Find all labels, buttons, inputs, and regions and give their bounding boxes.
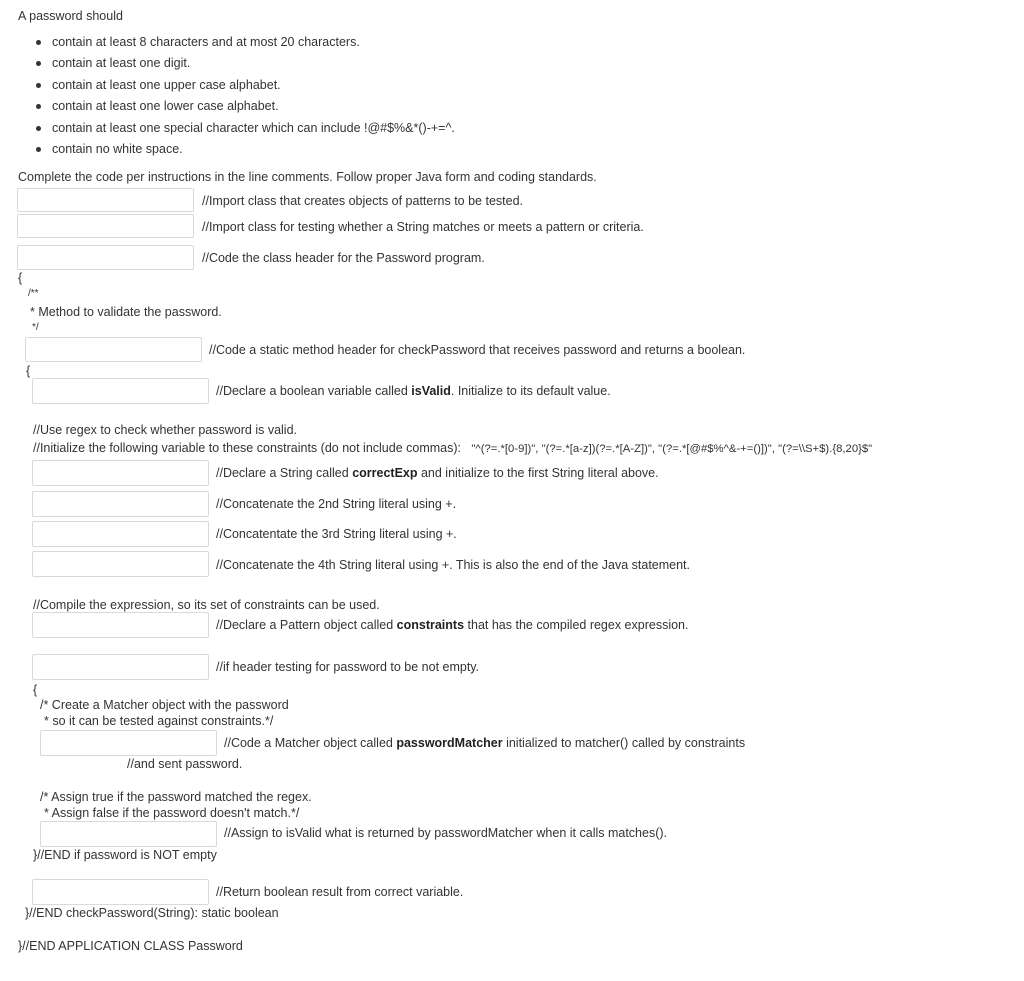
password-matcher-input[interactable] bbox=[40, 730, 217, 756]
class-open-brace: { bbox=[18, 271, 23, 285]
intro-text: A password should bbox=[18, 9, 123, 23]
end-method-comment: }//END checkPassword(String): static boolean bbox=[25, 906, 279, 920]
compile-comment: //Compile the expression, so its set of constraints can be used. bbox=[33, 598, 380, 612]
class-header-comment: //Code the class header for the Password program. bbox=[202, 251, 485, 265]
concat-4th-comment: //Concatenate the 4th String literal using +. This is also the end of the Java statement. bbox=[216, 558, 691, 572]
if-open-brace: { bbox=[33, 683, 38, 697]
if-header-input[interactable] bbox=[32, 654, 209, 680]
list-item: contain at least one lower case alphabet. bbox=[34, 97, 455, 118]
correctexp-input[interactable] bbox=[32, 460, 209, 486]
method-header-input[interactable] bbox=[25, 337, 202, 362]
end-if-comment: }//END if password is NOT empty bbox=[33, 848, 217, 862]
constraints-comment: //Declare a Pattern object called constraints that has the compiled regex expression. bbox=[216, 618, 689, 632]
assign-isvalid-input[interactable] bbox=[40, 821, 217, 847]
concat-3rd-comment: //Concatentate the 3rd String literal using +. bbox=[216, 527, 457, 541]
return-comment: //Return boolean result from correct variable. bbox=[216, 885, 464, 899]
doc-comment-open: /** bbox=[28, 288, 39, 299]
if-header-comment: //if header testing for password to be not empty. bbox=[216, 660, 480, 674]
end-class-comment: }//END APPLICATION CLASS Password bbox=[18, 939, 243, 953]
password-matcher-comment-cont: //and sent password. bbox=[127, 757, 243, 771]
password-matcher-comment: //Code a Matcher object called passwordMatcher initialized to matcher() called by constraints bbox=[224, 736, 746, 750]
assign-comment-line-1: /* Assign true if the password matched the regex. bbox=[40, 790, 312, 804]
assign-comment-line-2: * Assign false if the password doesn't match.*/ bbox=[44, 806, 300, 820]
requirements-list bbox=[34, 33, 455, 161]
isvalid-input[interactable] bbox=[32, 378, 209, 404]
return-input[interactable] bbox=[32, 879, 209, 905]
import-pattern-comment: //Import class that creates objects of patterns to be tested. bbox=[202, 194, 523, 208]
class-header-input[interactable] bbox=[17, 245, 194, 270]
regex-literals: "^(?=.*[0-9])", "(?=.*[a-z])(?=.*[A-Z])", "(?=.*[@#$%^&-+=()])", "(?=\\S+$).{8,20}$" bbox=[471, 443, 873, 455]
use-regex-comment: //Use regex to check whether password is valid. bbox=[33, 423, 298, 437]
import-pattern-input[interactable] bbox=[17, 188, 194, 212]
list-item: contain at least one upper case alphabet. bbox=[34, 76, 455, 97]
method-header-comment: //Code a static method header for checkPassword that receives password and returns a boolean. bbox=[209, 343, 746, 357]
concat-2nd-comment: //Concatenate the 2nd String literal using +. bbox=[216, 497, 457, 511]
init-constraints-comment: //Initialize the following variable to these constraints (do not include commas): "^(?=.*[0-9])", "(?=.*[a-z])(?=.*[A-Z])", "(?=.*[@#$%^&-+=()])", "(?=\\S+$).{8,20}$" bbox=[33, 441, 873, 455]
import-matcher-comment: //Import class for testing whether a String matches or meets a pattern or criteria. bbox=[202, 220, 644, 234]
list-item: contain at least 8 characters and at most 20 characters. bbox=[34, 33, 455, 54]
assign-isvalid-comment: //Assign to isValid what is returned by passwordMatcher when it calls matches(). bbox=[224, 826, 668, 840]
instructions-text: Complete the code per instructions in the line comments. Follow proper Java form and coding standards. bbox=[18, 170, 597, 184]
matcher-comment-line-2: * so it can be tested against constraints.*/ bbox=[44, 714, 274, 728]
concat-4th-input[interactable] bbox=[32, 551, 209, 577]
concat-2nd-input[interactable] bbox=[32, 491, 209, 517]
list-item: contain at least one special character which can include !@#$%&*()-+=^. bbox=[34, 119, 455, 140]
doc-comment-close: */ bbox=[32, 322, 39, 333]
isvalid-comment: //Declare a boolean variable called isValid. Initialize to its default value. bbox=[216, 384, 611, 398]
method-open-brace: { bbox=[26, 364, 31, 378]
matcher-comment-line-1: /* Create a Matcher object with the password bbox=[40, 698, 289, 712]
doc-comment-line: * Method to validate the password. bbox=[30, 305, 222, 319]
list-item: contain at least one digit. bbox=[34, 54, 455, 75]
list-item: contain no white space. bbox=[34, 140, 455, 161]
import-matcher-input[interactable] bbox=[17, 214, 194, 238]
concat-3rd-input[interactable] bbox=[32, 521, 209, 547]
constraints-input[interactable] bbox=[32, 612, 209, 638]
correctexp-comment: //Declare a String called correctExp and initialize to the first String literal above. bbox=[216, 466, 659, 480]
